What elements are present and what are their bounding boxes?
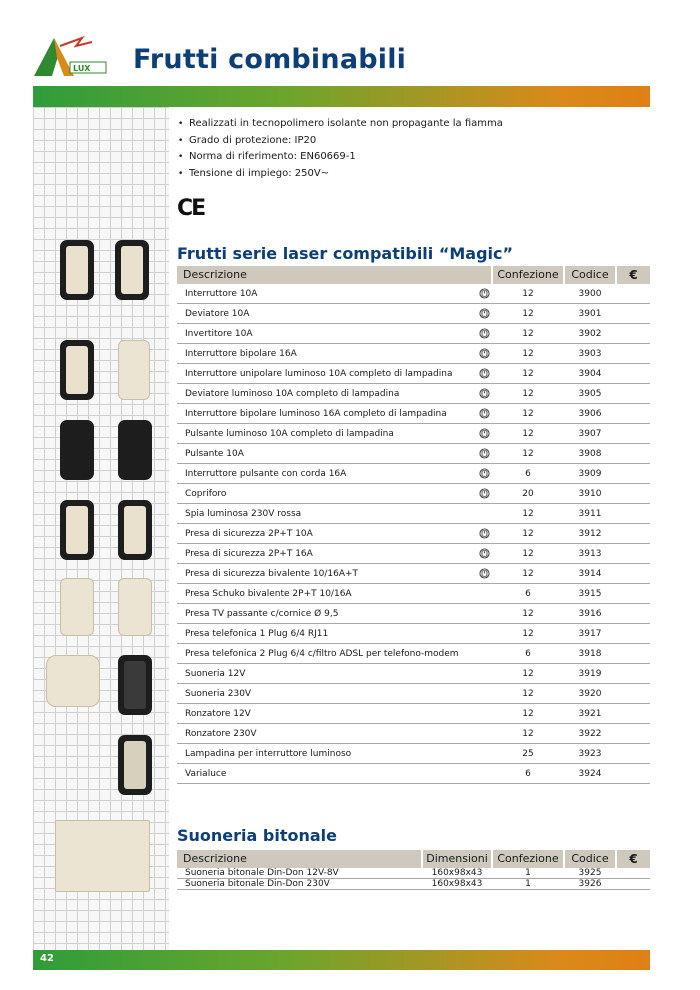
row-code: 3922 bbox=[578, 729, 602, 739]
row-pack: 12 bbox=[522, 289, 534, 299]
switch-symbol-icon bbox=[479, 548, 490, 559]
product-image-din-bell bbox=[55, 820, 150, 892]
row-pack: 12 bbox=[522, 549, 534, 559]
table-row bbox=[177, 284, 650, 304]
row-pack: 12 bbox=[522, 349, 534, 359]
row-pack: 20 bbox=[522, 489, 534, 499]
row-pack: 1 bbox=[525, 879, 531, 889]
row-code: 3918 bbox=[578, 649, 602, 659]
table-row bbox=[177, 304, 650, 324]
switch-symbol-icon bbox=[479, 488, 490, 499]
row-description: Suoneria bitonale Din-Don 230V bbox=[185, 879, 330, 889]
row-code: 3905 bbox=[578, 389, 602, 399]
row-pack: 12 bbox=[522, 409, 534, 419]
product-image-socket-16a bbox=[118, 420, 152, 480]
row-pack: 25 bbox=[522, 749, 534, 759]
row-pack: 12 bbox=[522, 529, 534, 539]
row-code: 3911 bbox=[578, 509, 602, 519]
table-row bbox=[177, 484, 650, 504]
table-row bbox=[177, 464, 650, 484]
row-description: Suoneria bitonale Din-Don 12V-8V bbox=[185, 868, 339, 878]
row-description: Deviatore luminoso 10A completo di lampadina bbox=[185, 389, 400, 399]
row-description: Interruttore unipolare luminoso 10A completo di lampadina bbox=[185, 369, 453, 379]
row-code: 3909 bbox=[578, 469, 602, 479]
table-row bbox=[177, 584, 650, 604]
row-code: 3926 bbox=[578, 879, 602, 889]
table-row bbox=[177, 384, 650, 404]
header-gradient-bar bbox=[33, 86, 650, 107]
header-pack: Confezione bbox=[493, 266, 563, 284]
header-dimensions: Dimensioni bbox=[423, 850, 491, 868]
switch-symbol-icon bbox=[479, 408, 490, 419]
switch-symbol-icon bbox=[479, 368, 490, 379]
switch-symbol-icon bbox=[479, 468, 490, 479]
row-description: Interruttore bipolare luminoso 16A completo di lampadina bbox=[185, 409, 447, 419]
row-pack: 12 bbox=[522, 629, 534, 639]
table-row bbox=[177, 444, 650, 464]
section-title-bell: Suoneria bitonale bbox=[177, 826, 337, 845]
magic-products-table bbox=[177, 266, 650, 784]
row-description: Interruttore pulsante con corda 16A bbox=[185, 469, 347, 479]
section-title-magic: Frutti serie laser compatibili “Magic” bbox=[177, 244, 514, 263]
switch-symbol-icon bbox=[479, 308, 490, 319]
row-description: Pulsante luminoso 10A completo di lampadina bbox=[185, 429, 394, 439]
row-code: 3924 bbox=[578, 769, 602, 779]
row-code: 3901 bbox=[578, 309, 602, 319]
ce-mark: CE bbox=[177, 196, 205, 221]
header-code: Codice bbox=[565, 266, 615, 284]
table-header bbox=[177, 850, 650, 868]
row-code: 3913 bbox=[578, 549, 602, 559]
row-code: 3903 bbox=[578, 349, 602, 359]
switch-symbol-icon bbox=[479, 348, 490, 359]
bell-products-table bbox=[177, 850, 650, 890]
feature-item: • Grado di protezione: IP20 bbox=[178, 133, 503, 150]
row-pack: 12 bbox=[522, 729, 534, 739]
switch-symbol-icon bbox=[479, 528, 490, 539]
table-row bbox=[177, 364, 650, 384]
switch-symbol-icon bbox=[479, 328, 490, 339]
feature-list bbox=[178, 116, 503, 182]
header-pack: Confezione bbox=[493, 850, 563, 868]
table-row bbox=[177, 624, 650, 644]
row-description: Presa di sicurezza bivalente 10/16A+T bbox=[185, 569, 359, 579]
row-pack: 12 bbox=[522, 569, 534, 579]
table-header bbox=[177, 266, 650, 284]
switch-symbol-icon bbox=[479, 428, 490, 439]
product-image-pull-switch bbox=[118, 340, 150, 400]
product-image-bipolar-switch bbox=[60, 340, 94, 400]
row-pack: 12 bbox=[522, 449, 534, 459]
row-description: Presa di sicurezza 2P+T 10A bbox=[185, 529, 313, 539]
row-description: Pulsante 10A bbox=[185, 449, 244, 459]
table-body bbox=[177, 868, 650, 890]
row-pack: 6 bbox=[525, 589, 531, 599]
row-description: Lampadina per interruttore luminoso bbox=[185, 749, 352, 759]
row-pack: 12 bbox=[522, 669, 534, 679]
row-pack: 6 bbox=[525, 769, 531, 779]
row-code: 3907 bbox=[578, 429, 602, 439]
row-description: Copriforo bbox=[185, 489, 227, 499]
row-description: Ronzatore 230V bbox=[185, 729, 257, 739]
header-description: Descrizione bbox=[177, 850, 421, 868]
table-row bbox=[177, 764, 650, 784]
row-code: 3917 bbox=[578, 629, 602, 639]
feature-item: • Realizzati in tecnopolimero isolante non propagante la fiamma bbox=[178, 116, 503, 133]
header-price: € bbox=[617, 850, 650, 868]
row-pack: 12 bbox=[522, 329, 534, 339]
row-description: Invertitore 10A bbox=[185, 329, 253, 339]
feature-item: • Tensione di impiego: 250V~ bbox=[178, 166, 503, 183]
header-code: Codice bbox=[565, 850, 615, 868]
table-row bbox=[177, 524, 650, 544]
footer-gradient-bar bbox=[33, 950, 650, 970]
switch-symbol-icon bbox=[479, 448, 490, 459]
page-number: 42 bbox=[40, 953, 54, 964]
row-description: Presa Schuko bivalente 2P+T 10/16A bbox=[185, 589, 352, 599]
row-pack: 1 bbox=[525, 868, 531, 878]
row-code: 3900 bbox=[578, 289, 602, 299]
table-row bbox=[177, 424, 650, 444]
table-row bbox=[177, 664, 650, 684]
row-code: 3920 bbox=[578, 689, 602, 699]
row-dimensions: 160x98x43 bbox=[431, 879, 483, 889]
row-code: 3919 bbox=[578, 669, 602, 679]
product-image-buzzer bbox=[118, 735, 152, 795]
row-code: 3912 bbox=[578, 529, 602, 539]
row-code: 3908 bbox=[578, 449, 602, 459]
row-code: 3923 bbox=[578, 749, 602, 759]
product-image-dimmer bbox=[118, 655, 152, 715]
row-pack: 12 bbox=[522, 689, 534, 699]
row-description: Presa telefonica 2 Plug 6/4 c/filtro ADSL per telefono-modem bbox=[185, 649, 459, 659]
table-row bbox=[177, 744, 650, 764]
table-row bbox=[177, 324, 650, 344]
row-pack: 12 bbox=[522, 609, 534, 619]
feature-item: • Norma di riferimento: EN60669-1 bbox=[178, 149, 503, 166]
row-description: Presa telefonica 1 Plug 6/4 RJ11 bbox=[185, 629, 329, 639]
switch-symbol-icon bbox=[479, 568, 490, 579]
svg-text:LUX: LUX bbox=[73, 64, 91, 73]
row-description: Presa di sicurezza 2P+T 16A bbox=[185, 549, 313, 559]
row-code: 3915 bbox=[578, 589, 602, 599]
table-row bbox=[177, 879, 650, 890]
row-pack: 12 bbox=[522, 309, 534, 319]
header-price: € bbox=[617, 266, 650, 284]
product-image-socket-10a bbox=[60, 420, 94, 480]
row-description: Ronzatore 12V bbox=[185, 709, 251, 719]
row-description: Interruttore 10A bbox=[185, 289, 258, 299]
product-image-tv-socket bbox=[118, 578, 152, 636]
table-row bbox=[177, 868, 650, 879]
row-description: Interruttore bipolare 16A bbox=[185, 349, 297, 359]
product-image-indicator bbox=[118, 500, 152, 560]
row-pack: 6 bbox=[525, 649, 531, 659]
row-description: Suoneria 12V bbox=[185, 669, 246, 679]
header-description: Descrizione bbox=[177, 266, 491, 284]
row-description: Presa TV passante c/cornice Ø 9,5 bbox=[185, 609, 339, 619]
table-row bbox=[177, 344, 650, 364]
row-description: Varialuce bbox=[185, 769, 227, 779]
row-code: 3925 bbox=[578, 868, 602, 878]
row-code: 3916 bbox=[578, 609, 602, 619]
row-description: Suoneria 230V bbox=[185, 689, 252, 699]
row-pack: 12 bbox=[522, 369, 534, 379]
table-row bbox=[177, 644, 650, 664]
table-row bbox=[177, 704, 650, 724]
row-code: 3921 bbox=[578, 709, 602, 719]
row-code: 3914 bbox=[578, 569, 602, 579]
row-code: 3902 bbox=[578, 329, 602, 339]
row-description: Spia luminosa 230V rossa bbox=[185, 509, 302, 519]
table-row bbox=[177, 404, 650, 424]
row-pack: 12 bbox=[522, 509, 534, 519]
row-code: 3910 bbox=[578, 489, 602, 499]
row-pack: 6 bbox=[525, 469, 531, 479]
row-code: 3906 bbox=[578, 409, 602, 419]
page-title: Frutti combinabili bbox=[133, 44, 407, 75]
row-pack: 12 bbox=[522, 429, 534, 439]
switch-symbol-icon bbox=[479, 288, 490, 299]
table-body bbox=[177, 284, 650, 784]
table-row bbox=[177, 604, 650, 624]
row-description: Deviatore 10A bbox=[185, 309, 250, 319]
table-row bbox=[177, 564, 650, 584]
product-image-schuko-socket bbox=[46, 655, 100, 707]
table-row bbox=[177, 544, 650, 564]
product-image-button bbox=[115, 240, 149, 300]
row-pack: 12 bbox=[522, 709, 534, 719]
product-image-blank-cover bbox=[60, 500, 94, 560]
switch-symbol-icon bbox=[479, 388, 490, 399]
table-row bbox=[177, 684, 650, 704]
product-image-phone-socket bbox=[60, 578, 94, 636]
row-dimensions: 160x98x43 bbox=[431, 868, 483, 878]
row-code: 3904 bbox=[578, 369, 602, 379]
ar-lux-logo bbox=[30, 32, 120, 80]
table-row bbox=[177, 724, 650, 744]
row-pack: 12 bbox=[522, 389, 534, 399]
product-image-switch bbox=[60, 240, 94, 300]
table-row bbox=[177, 504, 650, 524]
